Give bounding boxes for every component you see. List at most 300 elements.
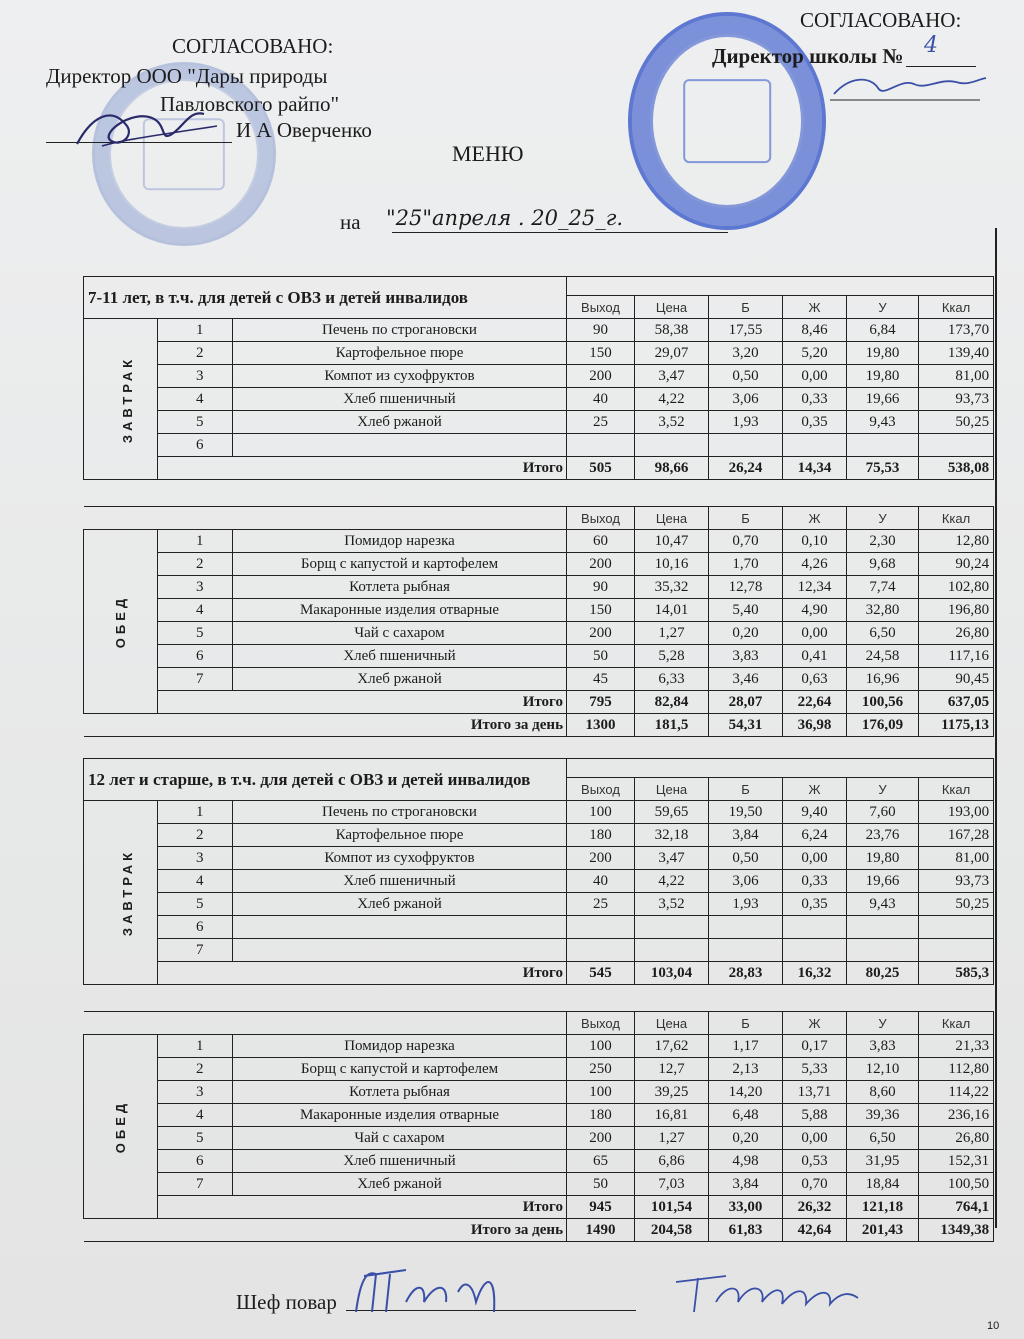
value-cell: 5,33 (783, 1058, 847, 1081)
value-cell: 13,71 (783, 1081, 847, 1104)
menu-title: МЕНЮ (452, 141, 524, 166)
column-header: Б (709, 507, 783, 530)
signature-left (72, 96, 222, 156)
table-row (84, 622, 994, 645)
value-cell: 60 (567, 530, 635, 553)
value-cell: 3,47 (635, 847, 709, 870)
age-group-title: 12 лет и старше, в т.ч. для детей с ОВЗ и детей инвалидов (84, 759, 567, 801)
total-label-cell: Итого (158, 1196, 567, 1219)
value-cell: 45 (567, 668, 635, 691)
value-cell: 152,31 (919, 1150, 994, 1173)
value-cell: 9,43 (847, 893, 919, 916)
empty-cell (919, 939, 994, 962)
value-cell: 250 (567, 1058, 635, 1081)
value-cell: 100 (567, 1081, 635, 1104)
value-cell: 39,36 (847, 1104, 919, 1127)
column-header: Выход (567, 1012, 635, 1035)
value-cell: 81,00 (919, 365, 994, 388)
row-number-cell: 4 (158, 1104, 233, 1127)
value-cell: 35,32 (635, 576, 709, 599)
total-value-cell: 33,00 (709, 1196, 783, 1219)
total-value-cell: 22,64 (783, 691, 847, 714)
value-cell: 3,52 (635, 893, 709, 916)
value-cell: 2,13 (709, 1058, 783, 1081)
empty-cell (635, 434, 709, 457)
value-cell: 16,96 (847, 668, 919, 691)
row-number-cell: 3 (158, 847, 233, 870)
empty-cell (709, 434, 783, 457)
empty-cell (567, 434, 635, 457)
value-cell: 0,50 (709, 847, 783, 870)
total-label-cell: Итого за день (84, 714, 567, 737)
column-header: Б (709, 778, 783, 801)
value-cell: 1,70 (709, 553, 783, 576)
table-row (84, 1058, 994, 1081)
value-cell: 0,00 (783, 1127, 847, 1150)
value-cell: 19,80 (847, 365, 919, 388)
approver-left-line2: Павловского райпо" (160, 92, 340, 116)
row-number-cell: 4 (158, 599, 233, 622)
value-cell: 90 (567, 576, 635, 599)
value-cell: 9,43 (847, 411, 919, 434)
table-row (84, 1173, 994, 1196)
value-cell: 4,26 (783, 553, 847, 576)
total-value-cell: 764,1 (919, 1196, 994, 1219)
dish-name-cell: Борщ с капустой и картофелем (233, 553, 567, 576)
value-cell: 25 (567, 411, 635, 434)
value-cell: 196,80 (919, 599, 994, 622)
approver-left-name: И А Оверченко (236, 118, 372, 142)
value-cell: 3,52 (635, 411, 709, 434)
value-cell: 150 (567, 342, 635, 365)
column-header: Ккал (919, 507, 994, 530)
empty-cell (783, 434, 847, 457)
value-cell: 180 (567, 1104, 635, 1127)
section-total-row (84, 1196, 994, 1219)
dish-name-cell: Макаронные изделия отварные (233, 1104, 567, 1127)
row-number-cell: 5 (158, 1127, 233, 1150)
value-cell: 117,16 (919, 645, 994, 668)
dish-name-cell: Картофельное пюре (233, 824, 567, 847)
value-cell: 0,33 (783, 870, 847, 893)
table-row (84, 824, 994, 847)
total-value-cell: 545 (567, 962, 635, 985)
value-cell: 6,48 (709, 1104, 783, 1127)
column-header: Б (709, 1012, 783, 1035)
menu-date: "25"апреля . 20_25_г. (386, 206, 623, 230)
value-cell: 1,17 (709, 1035, 783, 1058)
section-breakfast (84, 319, 158, 480)
value-cell: 7,60 (847, 801, 919, 824)
value-cell: 23,76 (847, 824, 919, 847)
row-number-cell: 4 (158, 870, 233, 893)
value-cell: 0,41 (783, 645, 847, 668)
col-protein: Б (709, 296, 783, 319)
day-total-row (84, 714, 994, 737)
approver-left-line1: Директор ООО "Дары природы (46, 64, 328, 88)
table-row (84, 1081, 994, 1104)
total-value-cell: 28,83 (709, 962, 783, 985)
dish-name-cell: Макаронные изделия отварные (233, 599, 567, 622)
dish-name-cell: Хлеб ржаной (233, 1173, 567, 1196)
menu-table-12-plus (83, 758, 994, 1242)
value-cell: 81,00 (919, 847, 994, 870)
value-cell: 7,03 (635, 1173, 709, 1196)
value-cell: 139,40 (919, 342, 994, 365)
approved-right-label: СОГЛАСОВАНО: (800, 8, 962, 32)
dish-name-cell: Печень по строгановски (233, 801, 567, 824)
value-cell: 26,80 (919, 622, 994, 645)
value-cell: 12,80 (919, 530, 994, 553)
page-number: 10 (987, 1320, 1000, 1332)
total-value-cell: 585,3 (919, 962, 994, 985)
empty-cell (84, 480, 994, 507)
right-margin-line (995, 228, 997, 1228)
total-value-cell: 795 (567, 691, 635, 714)
value-cell: 12,34 (783, 576, 847, 599)
value-cell: 1,27 (635, 1127, 709, 1150)
empty-cell (709, 916, 783, 939)
dish-name-cell (233, 434, 567, 457)
section-lunch (84, 530, 158, 714)
total-value-cell: 42,64 (783, 1219, 847, 1242)
value-cell: 0,35 (783, 893, 847, 916)
value-cell: 90 (567, 319, 635, 342)
value-cell: 3,83 (709, 645, 783, 668)
value-cell: 5,88 (783, 1104, 847, 1127)
row-number-cell: 7 (158, 668, 233, 691)
value-cell: 1,27 (635, 622, 709, 645)
section-lunch (84, 1035, 158, 1219)
value-cell: 32,80 (847, 599, 919, 622)
dish-name-cell: Печень по строгановски (233, 319, 567, 342)
table-row (84, 530, 994, 553)
row-number-cell: 6 (158, 916, 233, 939)
total-value-cell: 82,84 (635, 691, 709, 714)
value-cell: 173,70 (919, 319, 994, 342)
dish-name-cell: Хлеб пшеничный (233, 388, 567, 411)
row-number-cell: 1 (158, 801, 233, 824)
row-number-cell: 6 (158, 1150, 233, 1173)
value-cell: 0,10 (783, 530, 847, 553)
value-cell: 114,22 (919, 1081, 994, 1104)
total-value-cell: 14,34 (783, 457, 847, 480)
total-value-cell: 16,32 (783, 962, 847, 985)
value-cell: 21,33 (919, 1035, 994, 1058)
row-number-cell: 2 (158, 824, 233, 847)
table-row (84, 342, 994, 365)
total-value-cell: 121,18 (847, 1196, 919, 1219)
empty-cell (919, 434, 994, 457)
empty-cell (567, 939, 635, 962)
value-cell: 1,93 (709, 893, 783, 916)
empty-cell (567, 759, 994, 778)
approved-left-label: СОГЛАСОВАНО: (172, 34, 334, 58)
column-header: Ккал (919, 778, 994, 801)
value-cell: 8,60 (847, 1081, 919, 1104)
column-header: Выход (567, 507, 635, 530)
dish-name-cell: Помидор нарезка (233, 1035, 567, 1058)
value-cell: 40 (567, 388, 635, 411)
school-director-label: Директор школы № (712, 44, 904, 68)
value-cell: 9,68 (847, 553, 919, 576)
section-label: ЗАВТРАК (120, 355, 136, 443)
row-number-cell: 4 (158, 388, 233, 411)
total-value-cell: 945 (567, 1196, 635, 1219)
value-cell: 0,63 (783, 668, 847, 691)
date-prefix: на (340, 210, 361, 234)
value-cell: 90,45 (919, 668, 994, 691)
col-fat: Ж (783, 296, 847, 319)
empty-cell (567, 916, 635, 939)
value-cell: 19,80 (847, 847, 919, 870)
dish-name-cell: Чай с сахаром (233, 1127, 567, 1150)
row-number-cell: 7 (158, 1173, 233, 1196)
table-row (84, 847, 994, 870)
value-cell: 10,47 (635, 530, 709, 553)
value-cell: 8,46 (783, 319, 847, 342)
value-cell: 236,16 (919, 1104, 994, 1127)
value-cell: 4,90 (783, 599, 847, 622)
empty-cell (567, 277, 994, 296)
value-cell: 16,81 (635, 1104, 709, 1127)
value-cell: 112,80 (919, 1058, 994, 1081)
value-cell: 4,22 (635, 388, 709, 411)
dish-name-cell (233, 916, 567, 939)
value-cell: 50 (567, 1173, 635, 1196)
col-carbs: У (847, 296, 919, 319)
value-cell: 1,93 (709, 411, 783, 434)
column-header: Выход (567, 778, 635, 801)
total-value-cell: 176,09 (847, 714, 919, 737)
empty-cell (847, 916, 919, 939)
table-row (84, 599, 994, 622)
dish-name-cell: Помидор нарезка (233, 530, 567, 553)
value-cell: 3,84 (709, 824, 783, 847)
column-header: У (847, 507, 919, 530)
empty-cell (783, 916, 847, 939)
dish-name-cell: Борщ с капустой и картофелем (233, 1058, 567, 1081)
row-number-cell: 1 (158, 1035, 233, 1058)
total-value-cell: 181,5 (635, 714, 709, 737)
total-label-cell: Итого (158, 962, 567, 985)
row-number-cell: 7 (158, 939, 233, 962)
table-row (84, 365, 994, 388)
value-cell: 26,80 (919, 1127, 994, 1150)
value-cell: 0,35 (783, 411, 847, 434)
value-cell: 29,07 (635, 342, 709, 365)
value-cell: 0,00 (783, 847, 847, 870)
column-header: Ж (783, 778, 847, 801)
value-cell: 10,16 (635, 553, 709, 576)
total-value-cell: 61,83 (709, 1219, 783, 1242)
section-label: ЗАВТРАК (120, 848, 136, 937)
total-value-cell: 1175,13 (919, 714, 994, 737)
total-value-cell: 538,08 (919, 457, 994, 480)
table-row (84, 388, 994, 411)
value-cell: 50 (567, 645, 635, 668)
row-number-cell: 2 (158, 553, 233, 576)
value-cell: 100,50 (919, 1173, 994, 1196)
value-cell: 0,20 (709, 1127, 783, 1150)
col-kcal: Ккал (919, 296, 994, 319)
dish-name-cell: Котлета рыбная (233, 576, 567, 599)
day-total-row (84, 1219, 994, 1242)
value-cell: 102,80 (919, 576, 994, 599)
value-cell: 3,47 (635, 365, 709, 388)
value-cell: 0,17 (783, 1035, 847, 1058)
value-cell: 19,80 (847, 342, 919, 365)
value-cell: 18,84 (847, 1173, 919, 1196)
dish-name-cell: Хлеб пшеничный (233, 645, 567, 668)
value-cell: 100 (567, 1035, 635, 1058)
value-cell: 31,95 (847, 1150, 919, 1173)
dish-name-cell: Компот из сухофруктов (233, 365, 567, 388)
dish-name-cell (233, 939, 567, 962)
value-cell: 90,24 (919, 553, 994, 576)
empty-cell (919, 916, 994, 939)
value-cell: 93,73 (919, 870, 994, 893)
value-cell: 4,22 (635, 870, 709, 893)
table-row (84, 645, 994, 668)
total-value-cell: 80,25 (847, 962, 919, 985)
value-cell: 167,28 (919, 824, 994, 847)
table-row (84, 553, 994, 576)
empty-cell (847, 939, 919, 962)
section-total-row (84, 691, 994, 714)
empty-cell (84, 1012, 567, 1035)
value-cell: 32,18 (635, 824, 709, 847)
value-cell: 65 (567, 1150, 635, 1173)
value-cell: 200 (567, 847, 635, 870)
value-cell: 6,33 (635, 668, 709, 691)
row-number-cell: 6 (158, 434, 233, 457)
column-header: У (847, 778, 919, 801)
empty-cell (635, 916, 709, 939)
total-value-cell: 1349,38 (919, 1219, 994, 1242)
value-cell: 200 (567, 622, 635, 645)
row-number-cell: 5 (158, 893, 233, 916)
total-value-cell: 1490 (567, 1219, 635, 1242)
value-cell: 3,46 (709, 668, 783, 691)
section-label: ОБЕД (112, 1099, 128, 1154)
row-number-cell: 6 (158, 645, 233, 668)
row-number-cell: 1 (158, 530, 233, 553)
empty-cell (709, 939, 783, 962)
value-cell: 19,66 (847, 870, 919, 893)
value-cell: 0,00 (783, 622, 847, 645)
value-cell: 9,40 (783, 801, 847, 824)
dish-name-cell: Компот из сухофруктов (233, 847, 567, 870)
column-header: У (847, 1012, 919, 1035)
value-cell: 200 (567, 365, 635, 388)
value-cell: 6,84 (847, 319, 919, 342)
value-cell: 17,62 (635, 1035, 709, 1058)
value-cell: 0,53 (783, 1150, 847, 1173)
table-row (84, 434, 994, 457)
value-cell: 3,83 (847, 1035, 919, 1058)
value-cell: 59,65 (635, 801, 709, 824)
total-value-cell: 101,54 (635, 1196, 709, 1219)
total-value-cell: 26,32 (783, 1196, 847, 1219)
column-header: Цена (635, 507, 709, 530)
row-number-cell: 2 (158, 1058, 233, 1081)
total-value-cell: 28,07 (709, 691, 783, 714)
value-cell: 24,58 (847, 645, 919, 668)
section-total-row (84, 962, 994, 985)
empty-cell (84, 507, 567, 530)
row-number-cell: 5 (158, 411, 233, 434)
section-breakfast (84, 801, 158, 985)
column-header: Ккал (919, 1012, 994, 1035)
total-value-cell: 75,53 (847, 457, 919, 480)
value-cell: 39,25 (635, 1081, 709, 1104)
dish-name-cell: Чай с сахаром (233, 622, 567, 645)
value-cell: 0,70 (783, 1173, 847, 1196)
table-row (84, 1035, 994, 1058)
total-value-cell: 201,43 (847, 1219, 919, 1242)
value-cell: 14,20 (709, 1081, 783, 1104)
section-total-row (84, 457, 994, 480)
total-value-cell: 36,98 (783, 714, 847, 737)
total-label-cell: Итого (158, 457, 567, 480)
empty-cell (783, 939, 847, 962)
dish-name-cell: Картофельное пюре (233, 342, 567, 365)
dish-name-cell: Хлеб пшеничный (233, 1150, 567, 1173)
value-cell: 7,74 (847, 576, 919, 599)
total-value-cell: 637,05 (919, 691, 994, 714)
value-cell: 93,73 (919, 388, 994, 411)
col-output: Выход (567, 296, 635, 319)
value-cell: 193,00 (919, 801, 994, 824)
value-cell: 200 (567, 553, 635, 576)
row-number-cell: 2 (158, 342, 233, 365)
value-cell: 3,20 (709, 342, 783, 365)
column-header: Цена (635, 778, 709, 801)
table-row (84, 668, 994, 691)
value-cell: 0,70 (709, 530, 783, 553)
value-cell: 12,78 (709, 576, 783, 599)
dish-name-cell: Хлеб пшеничный (233, 870, 567, 893)
dish-name-cell: Хлеб ржаной (233, 668, 567, 691)
total-label-cell: Итого (158, 691, 567, 714)
total-label-cell: Итого за день (84, 1219, 567, 1242)
empty-cell (847, 434, 919, 457)
value-cell: 50,25 (919, 411, 994, 434)
chef-signature (346, 1262, 866, 1326)
value-cell: 200 (567, 1127, 635, 1150)
table-row (84, 939, 994, 962)
empty-cell (635, 939, 709, 962)
table-row (84, 1127, 994, 1150)
value-cell: 5,40 (709, 599, 783, 622)
empty-cell (84, 985, 994, 1012)
date-underline (392, 232, 728, 233)
total-value-cell: 100,56 (847, 691, 919, 714)
value-cell: 50,25 (919, 893, 994, 916)
value-cell: 12,10 (847, 1058, 919, 1081)
total-value-cell: 98,66 (635, 457, 709, 480)
school-number-line (906, 66, 976, 67)
table-row (84, 1104, 994, 1127)
value-cell: 25 (567, 893, 635, 916)
school-number: 4 (924, 33, 938, 58)
value-cell: 0,20 (709, 622, 783, 645)
row-number-cell: 3 (158, 365, 233, 388)
value-cell: 40 (567, 870, 635, 893)
section-label: ОБЕД (112, 594, 128, 649)
value-cell: 19,50 (709, 801, 783, 824)
